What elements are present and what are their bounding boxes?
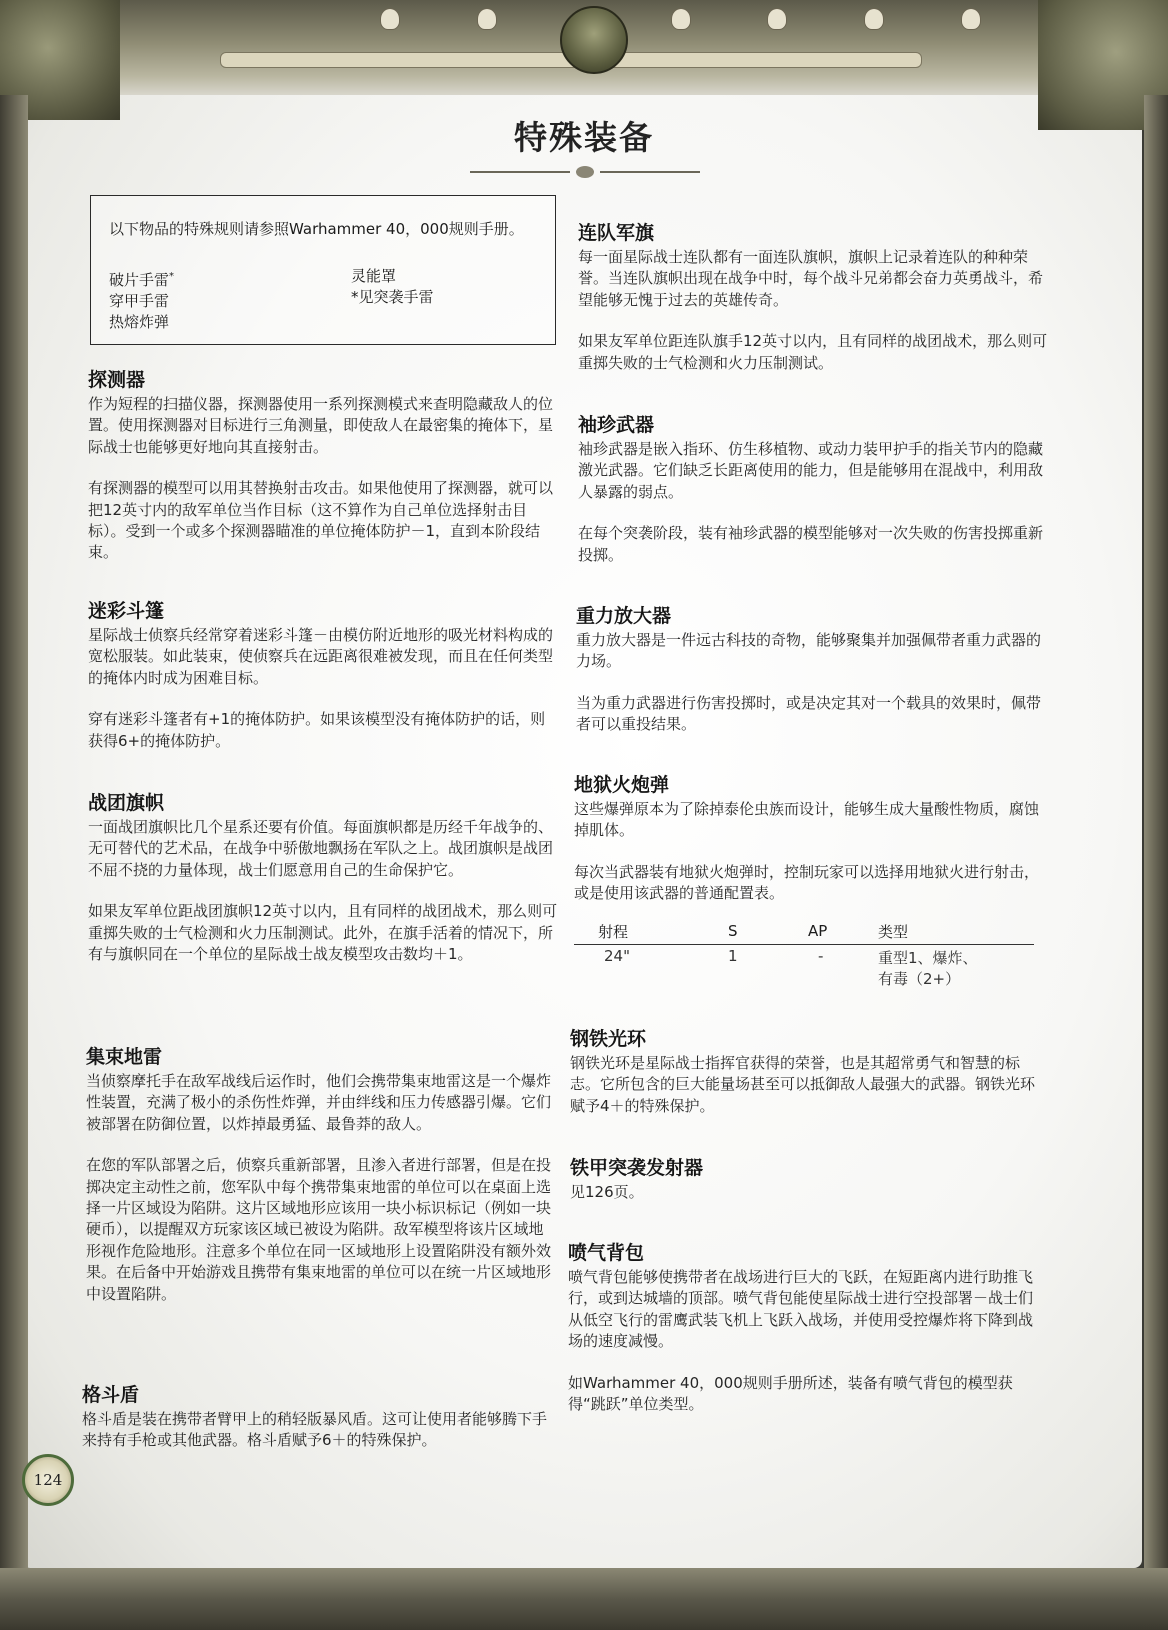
footnote: *见突袭手雷 — [351, 288, 434, 306]
section-title: 探测器 — [88, 369, 146, 391]
ornament-line — [600, 171, 700, 173]
section-paragraph: 作为短程的扫描仪器，探测器使用一系列探测模式来查明隐藏敌人的位置。使用探测器对目标进行三角测量，即使敌人在最密集的掩体下，星际战士也能够更好地向其直接射击。 — [88, 395, 554, 456]
list-item: 破片手雷* — [109, 271, 175, 289]
skull-icon — [767, 8, 787, 30]
section-title: 集束地雷 — [86, 1046, 163, 1068]
skull-icon — [477, 8, 497, 30]
section-paragraph: 如果友军单位距连队旗手12英寸以内，且有同样的战团战术，那么则可重掷失败的士气检测和火力压制测试。 — [578, 332, 1048, 372]
list-item: 热熔炸弹 — [109, 313, 170, 331]
list-item: 灵能罩 — [351, 267, 397, 285]
section-title: 战团旗帜 — [88, 792, 165, 814]
ornate-top-border — [0, 0, 1168, 95]
skull-icon — [671, 8, 691, 30]
section-company-standard — [578, 218, 1048, 374]
table-header: 射程 — [574, 919, 728, 945]
section-paragraph: 如Warhammer 40，000规则手册所述，装备有喷气背包的模型获得“跳跃”单位类型。 — [568, 1373, 1013, 1414]
table-row — [574, 944, 1034, 991]
section-paragraph: 在每个突袭阶段，装有袖珍武器的模型能够对一次失败的伤害投掷重新投掷。 — [578, 524, 1044, 564]
section-paragraph: 穿有迷彩斗篷者有+1的掩体防护。如果该模型没有掩体防护的话，则获得6+的掩体防护。 — [88, 710, 546, 750]
small-skull-icon — [576, 166, 594, 178]
skull-icon — [864, 8, 884, 30]
section-paragraph: 袖珍武器是嵌入指环、仿生移植物、或动力装甲护手的指关节内的隐藏激光武器。它们缺乏长距离使用的能力，但是能够用在混战中，利用敌人暴露的弱点。 — [578, 440, 1044, 501]
table-header: S — [728, 919, 808, 945]
weapon-profile-table — [574, 919, 1034, 991]
section-paragraph: 当为重力武器进行伤害投掷时，或是决定其对一个载具的效果时，佩带者可以重投结果。 — [576, 693, 1042, 734]
section-title: 重力放大器 — [576, 605, 672, 627]
section-title: 钢铁光环 — [570, 1028, 647, 1050]
section-paragraph: 每一面星际战士连队都有一面连队旗帜，旗帜上记录着连队的种种荣誉。当连队旗帜出现在战争中时，每个战斗兄弟都会奋力英勇战斗，希望能够无愧于过去的英雄传奇。 — [578, 248, 1044, 309]
section-paragraph: 星际战士侦察兵经常穿着迷彩斗篷－由模仿附近地形的吸光材料构成的宽松服装。如此装束，使侦察兵在远距离很难被发现，而且在任何类型的掩体内时成为困难目标。 — [88, 626, 554, 687]
table-header: 类型 — [878, 919, 1034, 945]
skull-icon — [961, 8, 981, 30]
skull-icon — [380, 8, 400, 30]
section-locator-beacon — [570, 1153, 1040, 1203]
section-paragraph: 在您的军队部署之后，侦察兵重新部署，且渗入者进行部署，但是在投掷决定主动性之前，您军队中每个携带集束地雷的单位可以在桌面上选择一片区域设为陷阱。这片区域地形应该用一块小标识标记（例如一块硬币），以提醒双方玩家该区域已被设为陷阱。敌军模型将该片区域地形视作危险地形。注意多个单位在同一区域地形上设置陷阱没有额外效果。在后备中开始游戏且携带有集束地雷的单位可以在统一片区域地形中设置陷阱。 — [86, 1156, 552, 1303]
page-number-badge: 124 — [22, 1454, 74, 1506]
table-cell: - — [818, 946, 824, 965]
section-digital-weapons — [578, 410, 1048, 566]
list-item: 穿甲手雷 — [109, 292, 170, 310]
section-title: 格斗盾 — [82, 1384, 140, 1406]
section-paragraph: 重力放大器是一件远古科技的奇物，能够聚集并加强佩带者重力武器的力场。 — [576, 631, 1042, 671]
left-pillar-border — [0, 95, 28, 1630]
section-hellfire-shells — [574, 770, 1044, 991]
section-title: 地狱火炮弹 — [574, 774, 670, 796]
section-paragraph: 这些爆弹原本为了除掉泰伦虫族而设计，能够生成大量酸性物质，腐蚀掉肌体。 — [574, 800, 1040, 840]
section-auspex — [88, 365, 558, 564]
section-camo-cloak — [88, 596, 558, 752]
section-paragraph: 如果友军单位距战团旗帜12英寸以内，且有同样的战团战术，那么则可重掷失败的士气检测和火力压制测试。此外，在旗手活着的情况下，所有与旗帜同在一个单位的星际战士战友模型攻击数均＋1。 — [88, 902, 558, 964]
table-header-row — [574, 919, 1034, 945]
section-paragraph: 每次当武器装有地狱火炮弹时，控制玩家可以选择用地狱火进行射击，或是使用该武器的普通配置表。 — [574, 862, 1040, 903]
section-paragraph: 一面战团旗帜比几个星系还要有价值。每面旗帜都是历经千年战争的、无可替代的艺术品，在战争中骄傲地飘扬在军队之上。战团旗帜是战团不屈不挠的力量体现，战士们愿意用自己的生命保护它。 — [88, 818, 554, 879]
section-jump-pack — [568, 1238, 1038, 1415]
title-ornament — [470, 166, 700, 178]
skull-row — [380, 8, 1078, 38]
section-chapter-banner — [88, 788, 558, 965]
section-cluster-mines — [86, 1042, 556, 1305]
section-paragraph: 当侦察摩托手在敌军战线后运作时，他们会携带集束地雷这是一个爆炸性装置，充满了极小的杀伤性炸弹，并由绊线和压力传感器引爆。它们被部署在防御位置，以炸掉最勇猛、最鲁莽的敌人。 — [86, 1072, 552, 1133]
section-paragraph: 见126页。 — [570, 1183, 644, 1201]
section-paragraph: 钢铁光环是星际战士指挥官获得的荣誉，也是其超常勇气和智慧的标志。它所包含的巨大能量场甚至可以抵御敌人最强大的武器。钢铁光环赋予4＋的特殊保护。 — [570, 1054, 1036, 1115]
rules-reference-box — [90, 195, 556, 345]
section-grav-amp — [576, 601, 1046, 736]
section-title: 迷彩斗篷 — [88, 600, 165, 622]
page-title: 特殊装备 — [514, 118, 654, 157]
ornate-bottom-border — [0, 1568, 1168, 1630]
table-header: AP — [808, 919, 878, 945]
section-paragraph: 喷气背包能够使携带者在战场进行巨大的飞跃，在短距离内进行助推飞行，或到达城墙的顶部。喷气背包能使星际战士进行空投部署－战士们从低空飞行的雷鹰武装飞机上飞跃入战场，并使用受控爆炸将下降到战场的速度减慢。 — [568, 1268, 1034, 1351]
section-combat-shield — [82, 1380, 552, 1452]
ornament-line — [470, 171, 570, 173]
section-title: 连队军旗 — [578, 222, 655, 244]
rules-reference-intro: 以下物品的特殊规则请参照Warhammer 40，000规则手册。 — [109, 220, 524, 238]
section-paragraph: 格斗盾是装在携带者臂甲上的稍轻版暴风盾。这可让使用者能够腾下手来持有手枪或其他武器。格斗盾赋予6＋的特殊保护。 — [82, 1410, 548, 1450]
table-cell: 1 — [728, 946, 738, 965]
section-title: 袖珍武器 — [578, 414, 655, 436]
table-cell: 重型1、爆炸、 有毒（2+） — [878, 948, 978, 988]
section-title: 喷气背包 — [568, 1242, 645, 1264]
section-iron-halo — [570, 1024, 1040, 1117]
helmet-emblem-icon — [560, 6, 628, 74]
rules-reference-list-right — [351, 266, 434, 308]
section-title: 铁甲突袭发射器 — [570, 1157, 704, 1179]
section-paragraph: 有探测器的模型可以用其替换射击攻击。如果他使用了探测器，就可以把12英寸内的敌军单位当作目标（这不算作为自己单位选择射击目标）。受到一个或多个探测器瞄准的单位掩体防护－1，直到本阶段结束。 — [88, 479, 554, 562]
right-pillar-border — [1144, 95, 1168, 1630]
rules-reference-list-left — [109, 266, 174, 333]
table-cell: 24" — [604, 946, 630, 965]
